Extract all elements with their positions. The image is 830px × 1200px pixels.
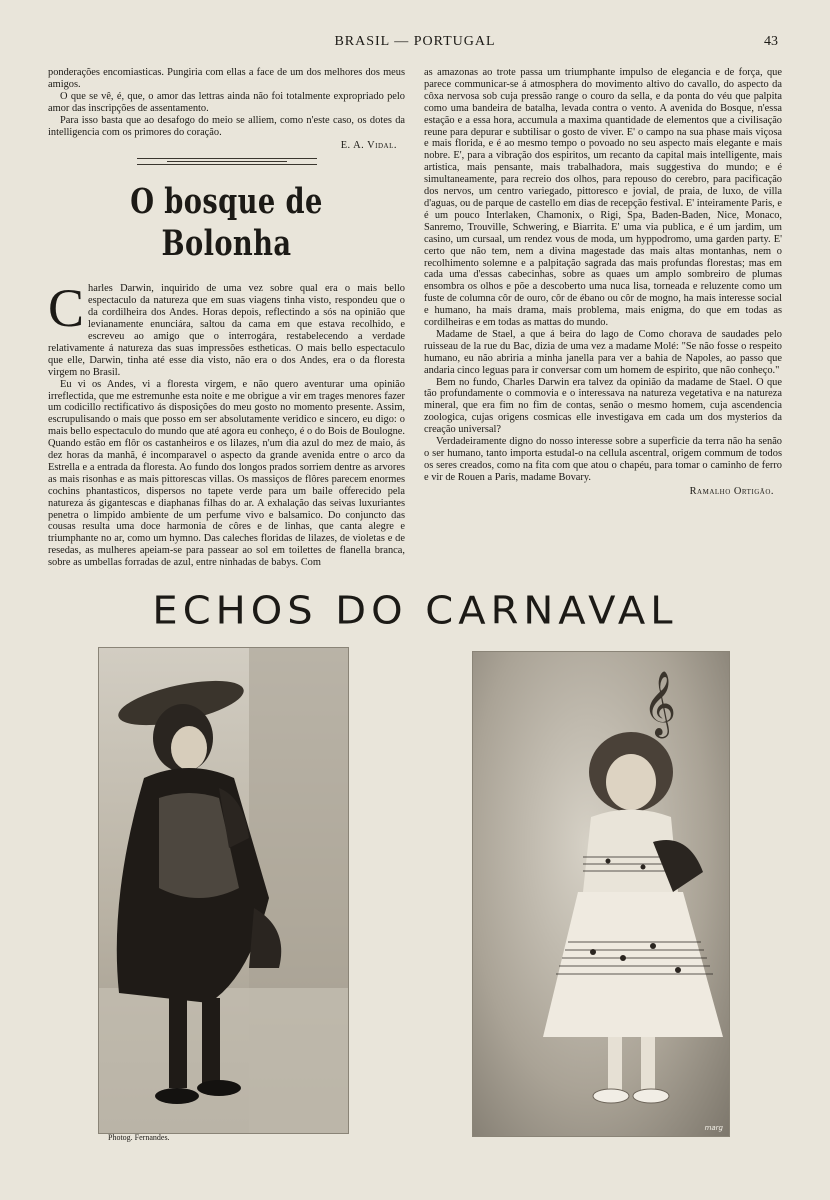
- photo-credit: Photog. Fernandes.: [108, 1133, 170, 1142]
- article-title: O bosque de Bolonha: [130, 181, 323, 265]
- section-title: ECHOS DO CARNAVAL: [152, 589, 678, 633]
- page-header: [0, 34, 830, 54]
- right-column: [424, 67, 782, 498]
- photo-girl-with-shawl: [98, 647, 349, 1134]
- dropcap: C: [48, 278, 85, 339]
- photo-girl-with-music-dress: [472, 651, 730, 1137]
- separator-rule: [137, 158, 317, 165]
- article-signature: Ramalho Ortigão.: [689, 485, 774, 497]
- left-column: [48, 67, 405, 569]
- prev-article-paragraph: Para isso basta que ao desafogo do meio se alliem, como n'este caso, os dotes da intelligencia com os primores do coração.: [48, 114, 405, 138]
- article-first-paragraph: [48, 278, 405, 378]
- article-paragraph: Madame de Stael, a que á beira do lago de Como chorava de saudades pelo ruisseau de la rue du Bac, dizia de uma vez a madame Molé: "Se não fosse o respeito humano, eu não abriria a minha janella para ver a bahia de Napoles, ao passo que andaria cinco leguas para ir conversar com um homem de espirito, que não conheço.": [424, 328, 782, 376]
- article-paragraph: Verdadeiramente digno do nosso interesse sobre a superficie da terra não ha senão o ser humano, tanto importa estudal-o na cellula ascentral, origem commum de todos os seres creados, como na fita com que atou o chapéu, para tomar o caminho de ferro e vir de Rouen a Paris, madame Bovary.: [424, 436, 782, 483]
- article-paragraph: Eu vi os Andes, vi a floresta virgem, e não quero aventurar uma opinião irreflectida, que me estremunhe esta noite e me obrigue a vir em trages menores fazer um codicillo rectificativo ás disposições do meu gosto no momento presente. Assim, escrupulisando o mais que posso em ser absolutamente veridico e sincero, eu digo: o mais bello espectaculo do mundo que até agora eu conheço, é o do Bois de Boulogne. Quando estão em flôr os castanheiros e os lilazes, n'um dia azul do mez de maio, ás dez horas da manhã, é incomparavel o aspecto da grande avenida entre o arco da Estrella e a entrada da floresta. Ao fundo dos longos prados sorriem dentre as arvores as mais risonhas e as mais pittorescas villas. Os massiços de flôres parecem enormes cochins phantasticos, dispersos no tapete verde para um baile offerecido pela natureza ás gigantescas e diaphanas filhas do ar. A exhalação das seivas luxuriantes penetra o limpido ambiente de um perfume vivo e balsamico. Do conjuncto das cousas resulta uma doce harmonia de côres e de linhas, que canta alegre e triumphante no ar, como um hymno. Das caleches floridas de lilazes, de violetas e de resedas, as mulheres apeiam-se para passear ao sol em toilettes de flanella branca, sobre as umbellas forradas de azul, entre ninhadas de babys. Com: [48, 378, 405, 569]
- prev-article-signature: E. A. Vidal.: [340, 140, 397, 152]
- article-paragraph: Bem no fundo, Charles Darwin era talvez da opinião da madame de Stael. O que tão profundamente o commovia e o interessava na natureza vegetativa e na natureza mineral, que era fim no fim de contas, senão o mesmo homem, cuja ascendencia zoologica, cujas origens cosmicas elle investigava em cada um dos mysterios da creação universal?: [424, 376, 782, 436]
- article-paragraph: as amazonas ao trote passa um triumphante impulso de elegancia e de força, que parece communicar-se á atmosphera do movimento altivo do cavallo, do aspecto da côxa nervosa sob cuja pressão range o couro da sella, e da ponta do véu que palpita como uma bandeira de batalha, levada contra o vento. A avenida do Bosque, n'essa estação e a essa hora, accumula a maxima quantidade de elementos que a civilisação reune para depurar e subtilisar o gosto de viver. E' o campo na sua phase mais viçosa e mais florida, e é ao mesmo tempo o povoado no seu aspecto mais elegante e mais nobre. E', para a vibração dos espiritos, um recanto da capital mais intelligente, mais artistica, mais pensante, mais trabalhadora, mais suggestiva do mundo; e é simultaneamente, para recreio dos olhos, para repouso do cerebro, para pacificação dos nervos, um centro variegado, pittoresco e jovial, de praia, de luxo, de villa d'aguas, ou de parque de castello em dias de recepção festival. E' inteiramente Paris, e é um pouco Interlaken, Chamonix, o Rigi, Spa, Baden-Baden, Nice, Monaco, Sanremo, Trouville, Schwering, e Biarrita. E' uma via publica, e é um jardim, um casino, um cursaal, um rendez vous de moda, um hyppodromo, uma garden party. E' certo que não tem, nem a divina magestade das mais altas montanhas, nem o recolhimento solemne e a palpitação sagrada das mais profundas florestas; mas em cada uma d'essas cabecinhas, sobre as quaes um amplo sombreiro de plumas ensombra os olhos e põe a descoberto uma nuca lisa, torneada e reluzente como um fuste de columna côr de ouro, côr de ébano ou côr de mogno, ha mais interesse social e humano, ha mais drama, mais problema, mais enigma, do que em todas as cordilheiras e em todas as mattas do mundo.: [424, 67, 782, 329]
- first-paragraph-text: harles Darwin, inquirido de uma vez sobre qual era o mais bello espectaculo da natureza que em suas viagens tinha visto, respondeu que o da cordilheira dos Andes. Horas depois, reflectindo a sós na opinião que levianamente enunciára, saltou da cama em que estava recolhido, e escreveu ao amigo que o interrogára, restabelecendo a verdade relativamente á natureza das suas impressões estheticas. O mais bello espectaculo que elle, Darwin, tinha até esse dia visto, não era o dos Andes, era o da floresta virgem no Brasil.: [48, 283, 405, 378]
- studio-mark: marg: [704, 1124, 723, 1132]
- girl-with-shawl-figure: [99, 648, 348, 1133]
- girl-with-music-dress-figure: [473, 652, 729, 1136]
- prev-article-paragraph: ponderações encomiasticas. Pungiria com ellas a face de um dos melhores dos meus amigos.: [48, 67, 405, 90]
- prev-article-paragraph: O que se vê, é, que, o amor das lettras ainda não foi totalmente expropriado pelo amor das inscripções de assentamento.: [48, 90, 405, 114]
- svg-text:𝄞: 𝄞: [643, 671, 677, 736]
- page-number: 43: [764, 34, 778, 49]
- running-title: BRASIL — PORTUGAL: [334, 34, 496, 49]
